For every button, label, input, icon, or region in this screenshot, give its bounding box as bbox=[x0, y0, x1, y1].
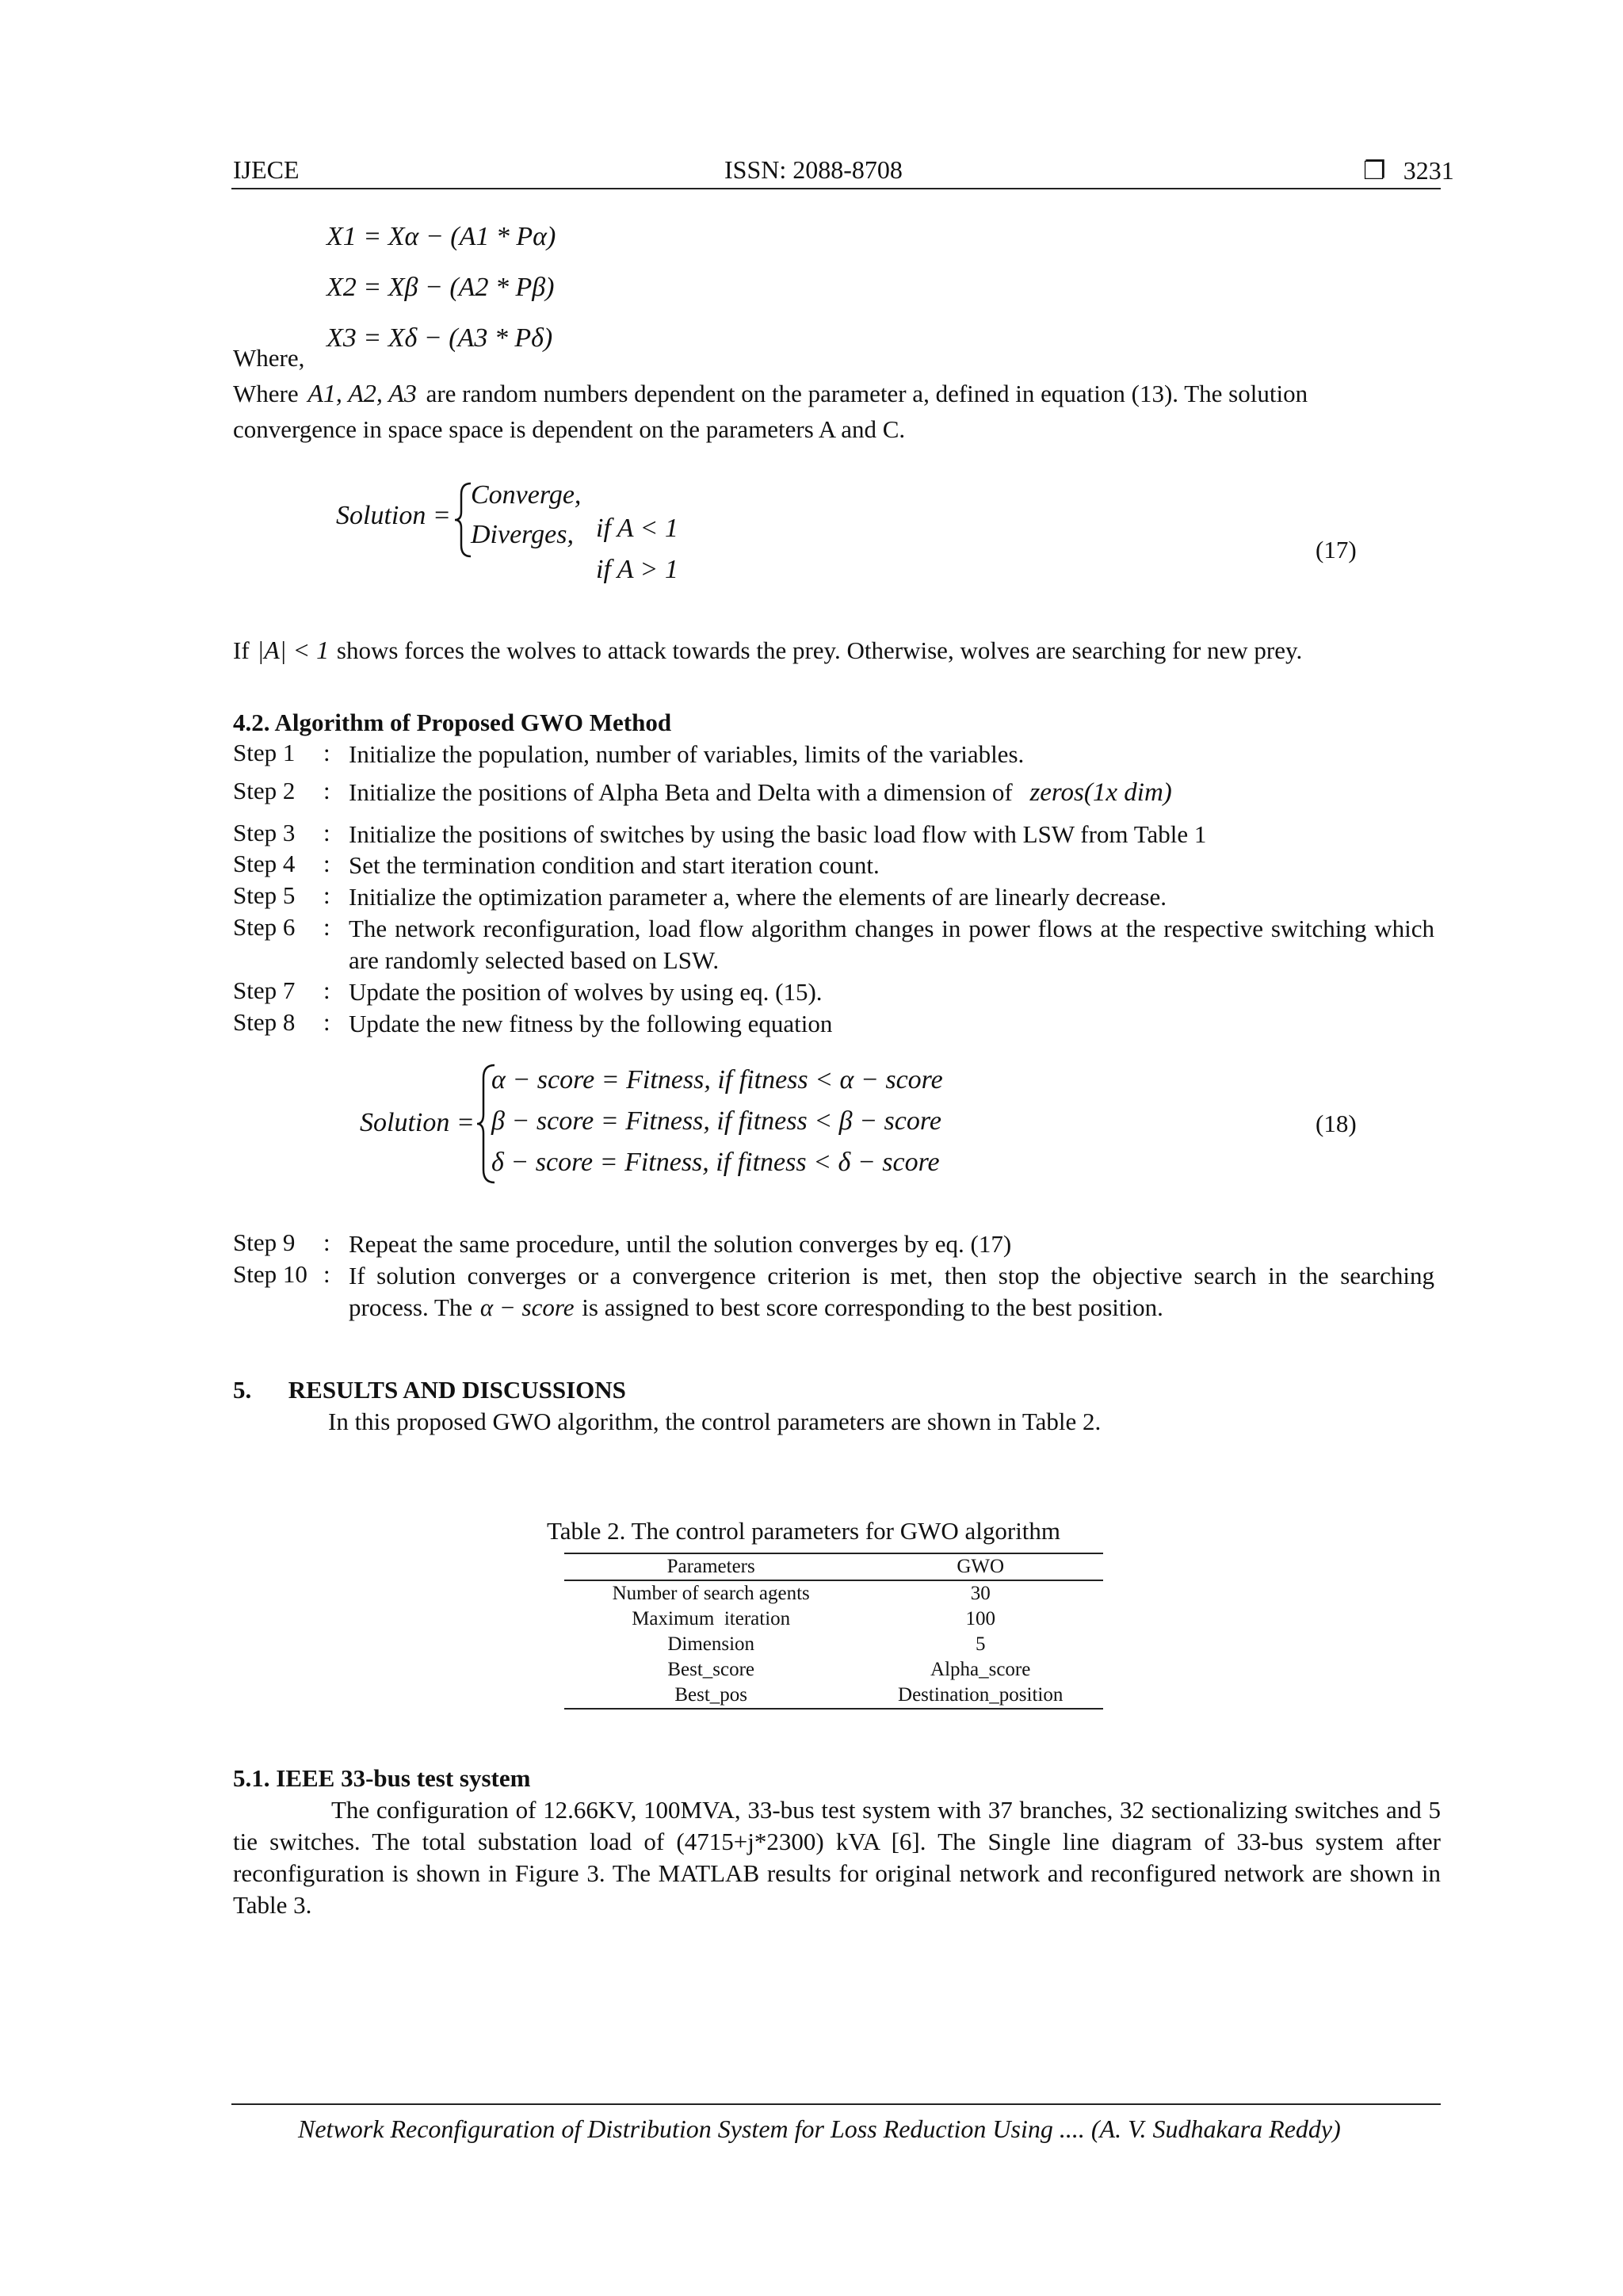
table-header-row bbox=[564, 1553, 1103, 1580]
step-8-text: Update the new fitness by the following equation bbox=[349, 1010, 833, 1037]
eq17-case1: Converge, bbox=[471, 480, 582, 510]
step-4-label: Step 4 bbox=[233, 850, 296, 877]
step-8-label: Step 8 bbox=[233, 1008, 296, 1036]
step-9-label: Step 9 bbox=[233, 1228, 296, 1256]
eq17-case2: Diverges, bbox=[471, 520, 574, 549]
step-4-text: Set the termination condition and start iteration count. bbox=[349, 851, 880, 879]
zeros-dim-expression: zeros(1x dim) bbox=[1029, 778, 1172, 807]
step-colon: : bbox=[323, 913, 330, 941]
value-cell: 30 bbox=[970, 1583, 991, 1604]
eq17-number: (17) bbox=[1316, 536, 1357, 563]
step-5-text: Initialize the optimization parameter a, where the elements of are linearly decrease. bbox=[349, 883, 1167, 911]
step-colon: : bbox=[323, 1008, 330, 1036]
table-row bbox=[564, 1683, 1103, 1709]
footer-rule bbox=[231, 2103, 1441, 2105]
header-rule bbox=[231, 188, 1441, 189]
value-cell: 5 bbox=[975, 1633, 986, 1655]
eq18-row-beta: β − score = Fitness, if fitness < β − score bbox=[491, 1106, 941, 1136]
eq17-lhs: Solution = bbox=[336, 501, 451, 530]
column-header-parameters: Parameters bbox=[666, 1556, 755, 1577]
value-cell: Destination_position bbox=[898, 1684, 1064, 1706]
where-label: Where, bbox=[233, 344, 305, 372]
step-2-text: Initialize the positions of Alpha Beta and Delta with a dimension of bbox=[349, 778, 1013, 806]
eq18-row-delta: δ − score = Fitness, if fitness < δ − score bbox=[491, 1148, 940, 1177]
eq18-number: (18) bbox=[1316, 1110, 1357, 1137]
step-10-text: If solution converges or a convergence criterion is met, then stop the objective search in the searching process. The α − score is assigned to best score corresponding to the best position. bbox=[349, 1262, 1434, 1321]
section-5-1-heading: 5.1. IEEE 33-bus test system bbox=[233, 1764, 531, 1792]
step-3-text: Initialize the positions of switches by using the basic load flow with LSW from Table 1 bbox=[349, 820, 1207, 848]
parameter-cell: Best_score bbox=[667, 1659, 755, 1680]
step-2-label: Step 2 bbox=[233, 777, 296, 804]
equation-x1: X1 = Xα − (A1 * Pα) bbox=[327, 222, 556, 251]
step-colon: : bbox=[323, 1260, 330, 1288]
step-colon: : bbox=[323, 881, 330, 909]
abs-a-condition: |A| < 1 bbox=[257, 636, 330, 664]
journal-name: IJECE bbox=[233, 155, 300, 184]
step-7-text: Update the position of wolves by using eq. (15). bbox=[349, 978, 823, 1006]
table-2-caption: Table 2. The control parameters for GWO algorithm bbox=[547, 1517, 1061, 1545]
parameter-cell: Best_pos bbox=[674, 1684, 748, 1706]
parameter-cell: Dimension bbox=[667, 1633, 755, 1655]
control-parameters-table bbox=[564, 1553, 1103, 1710]
section-5-1-paragraph: The configuration of 12.66KV, 100MVA, 33-bus test system with 37 branches, 32 sectionalizing switches and 5 tie switches. The total substation load of (4715+j*2300) kVA [6]. The Single line diagram of 33-bus system after reconfiguration is shown in Figure 3. The MATLAB results for original network and reconfigured network are shown in Table 3. bbox=[233, 1796, 1441, 1919]
section-4-2-heading: 4.2. Algorithm of Proposed GWO Method bbox=[233, 709, 672, 736]
page-box-icon: ❐ bbox=[1363, 156, 1386, 185]
section-5-heading: 5. RESULTS AND DISCUSSIONS bbox=[233, 1376, 626, 1404]
value-cell: Alpha_score bbox=[930, 1659, 1031, 1680]
table-row bbox=[564, 1580, 1103, 1606]
step-colon: : bbox=[323, 739, 330, 766]
issn: ISSN: 2088-8708 bbox=[724, 155, 903, 184]
step-colon: : bbox=[323, 819, 330, 846]
step-5-label: Step 5 bbox=[233, 881, 296, 909]
a-symbols: A1, A2, A3 bbox=[307, 379, 417, 407]
step-6-text: The network reconfiguration, load flow algorithm changes in power flows at the respective switching which are randomly selected based on LSW. bbox=[349, 915, 1434, 974]
section-5-intro: In this proposed GWO algorithm, the control parameters are shown in Table 2. bbox=[328, 1408, 1102, 1435]
column-header-gwo: GWO bbox=[957, 1556, 1005, 1577]
step-2-text-block bbox=[349, 777, 1434, 808]
eq18-lhs: Solution = bbox=[360, 1108, 475, 1137]
parameter-cell: Maximum iteration bbox=[632, 1608, 791, 1629]
table-row bbox=[564, 1657, 1103, 1683]
if-paragraph: If |A| < 1 shows forces the wolves to attack towards the prey. Otherwise, wolves are searching for new prey. bbox=[233, 636, 1303, 664]
eq17-cond1: if A < 1 bbox=[596, 514, 678, 543]
footer-text: Network Reconfiguration of Distribution System for Loss Reduction Using .... (A. V. Sudhakara Reddy) bbox=[298, 2115, 1341, 2143]
step-colon: : bbox=[323, 850, 330, 877]
eq18-row-alpha: α − score = Fitness, if fitness < α − score bbox=[491, 1065, 943, 1095]
eq17-cond2: if A > 1 bbox=[596, 555, 678, 584]
step-colon: : bbox=[323, 976, 330, 1004]
where-paragraph-line1: Where A1, A2, A3 are random numbers dependent on the parameter a, defined in equation (13). The solution bbox=[233, 379, 1308, 407]
table-row bbox=[564, 1606, 1103, 1632]
step-9-text: Repeat the same procedure, until the solution converges by eq. (17) bbox=[349, 1230, 1012, 1258]
step-6-label: Step 6 bbox=[233, 913, 296, 941]
step-7-label: Step 7 bbox=[233, 976, 296, 1004]
equation-x3: X3 = Xδ − (A3 * Pδ) bbox=[327, 323, 553, 353]
step-colon: : bbox=[323, 1228, 330, 1256]
step-10-label: Step 10 bbox=[233, 1260, 307, 1288]
table-row bbox=[564, 1632, 1103, 1657]
page-number: 3231 bbox=[1403, 156, 1454, 185]
step-colon: : bbox=[323, 777, 330, 804]
page-number-block bbox=[1363, 155, 1454, 185]
where-paragraph-line2: convergence in space space is dependent on the parameters A and C. bbox=[233, 415, 906, 443]
parameter-cell: Number of search agents bbox=[612, 1583, 810, 1604]
step-1-text: Initialize the population, number of variables, limits of the variables. bbox=[349, 740, 1025, 768]
value-cell: 100 bbox=[965, 1608, 995, 1629]
step-3-label: Step 3 bbox=[233, 819, 296, 846]
equation-x2: X2 = Xβ − (A2 * Pβ) bbox=[327, 273, 555, 302]
step-1-label: Step 1 bbox=[233, 739, 296, 766]
alpha-score-expression: α − score bbox=[479, 1293, 575, 1321]
